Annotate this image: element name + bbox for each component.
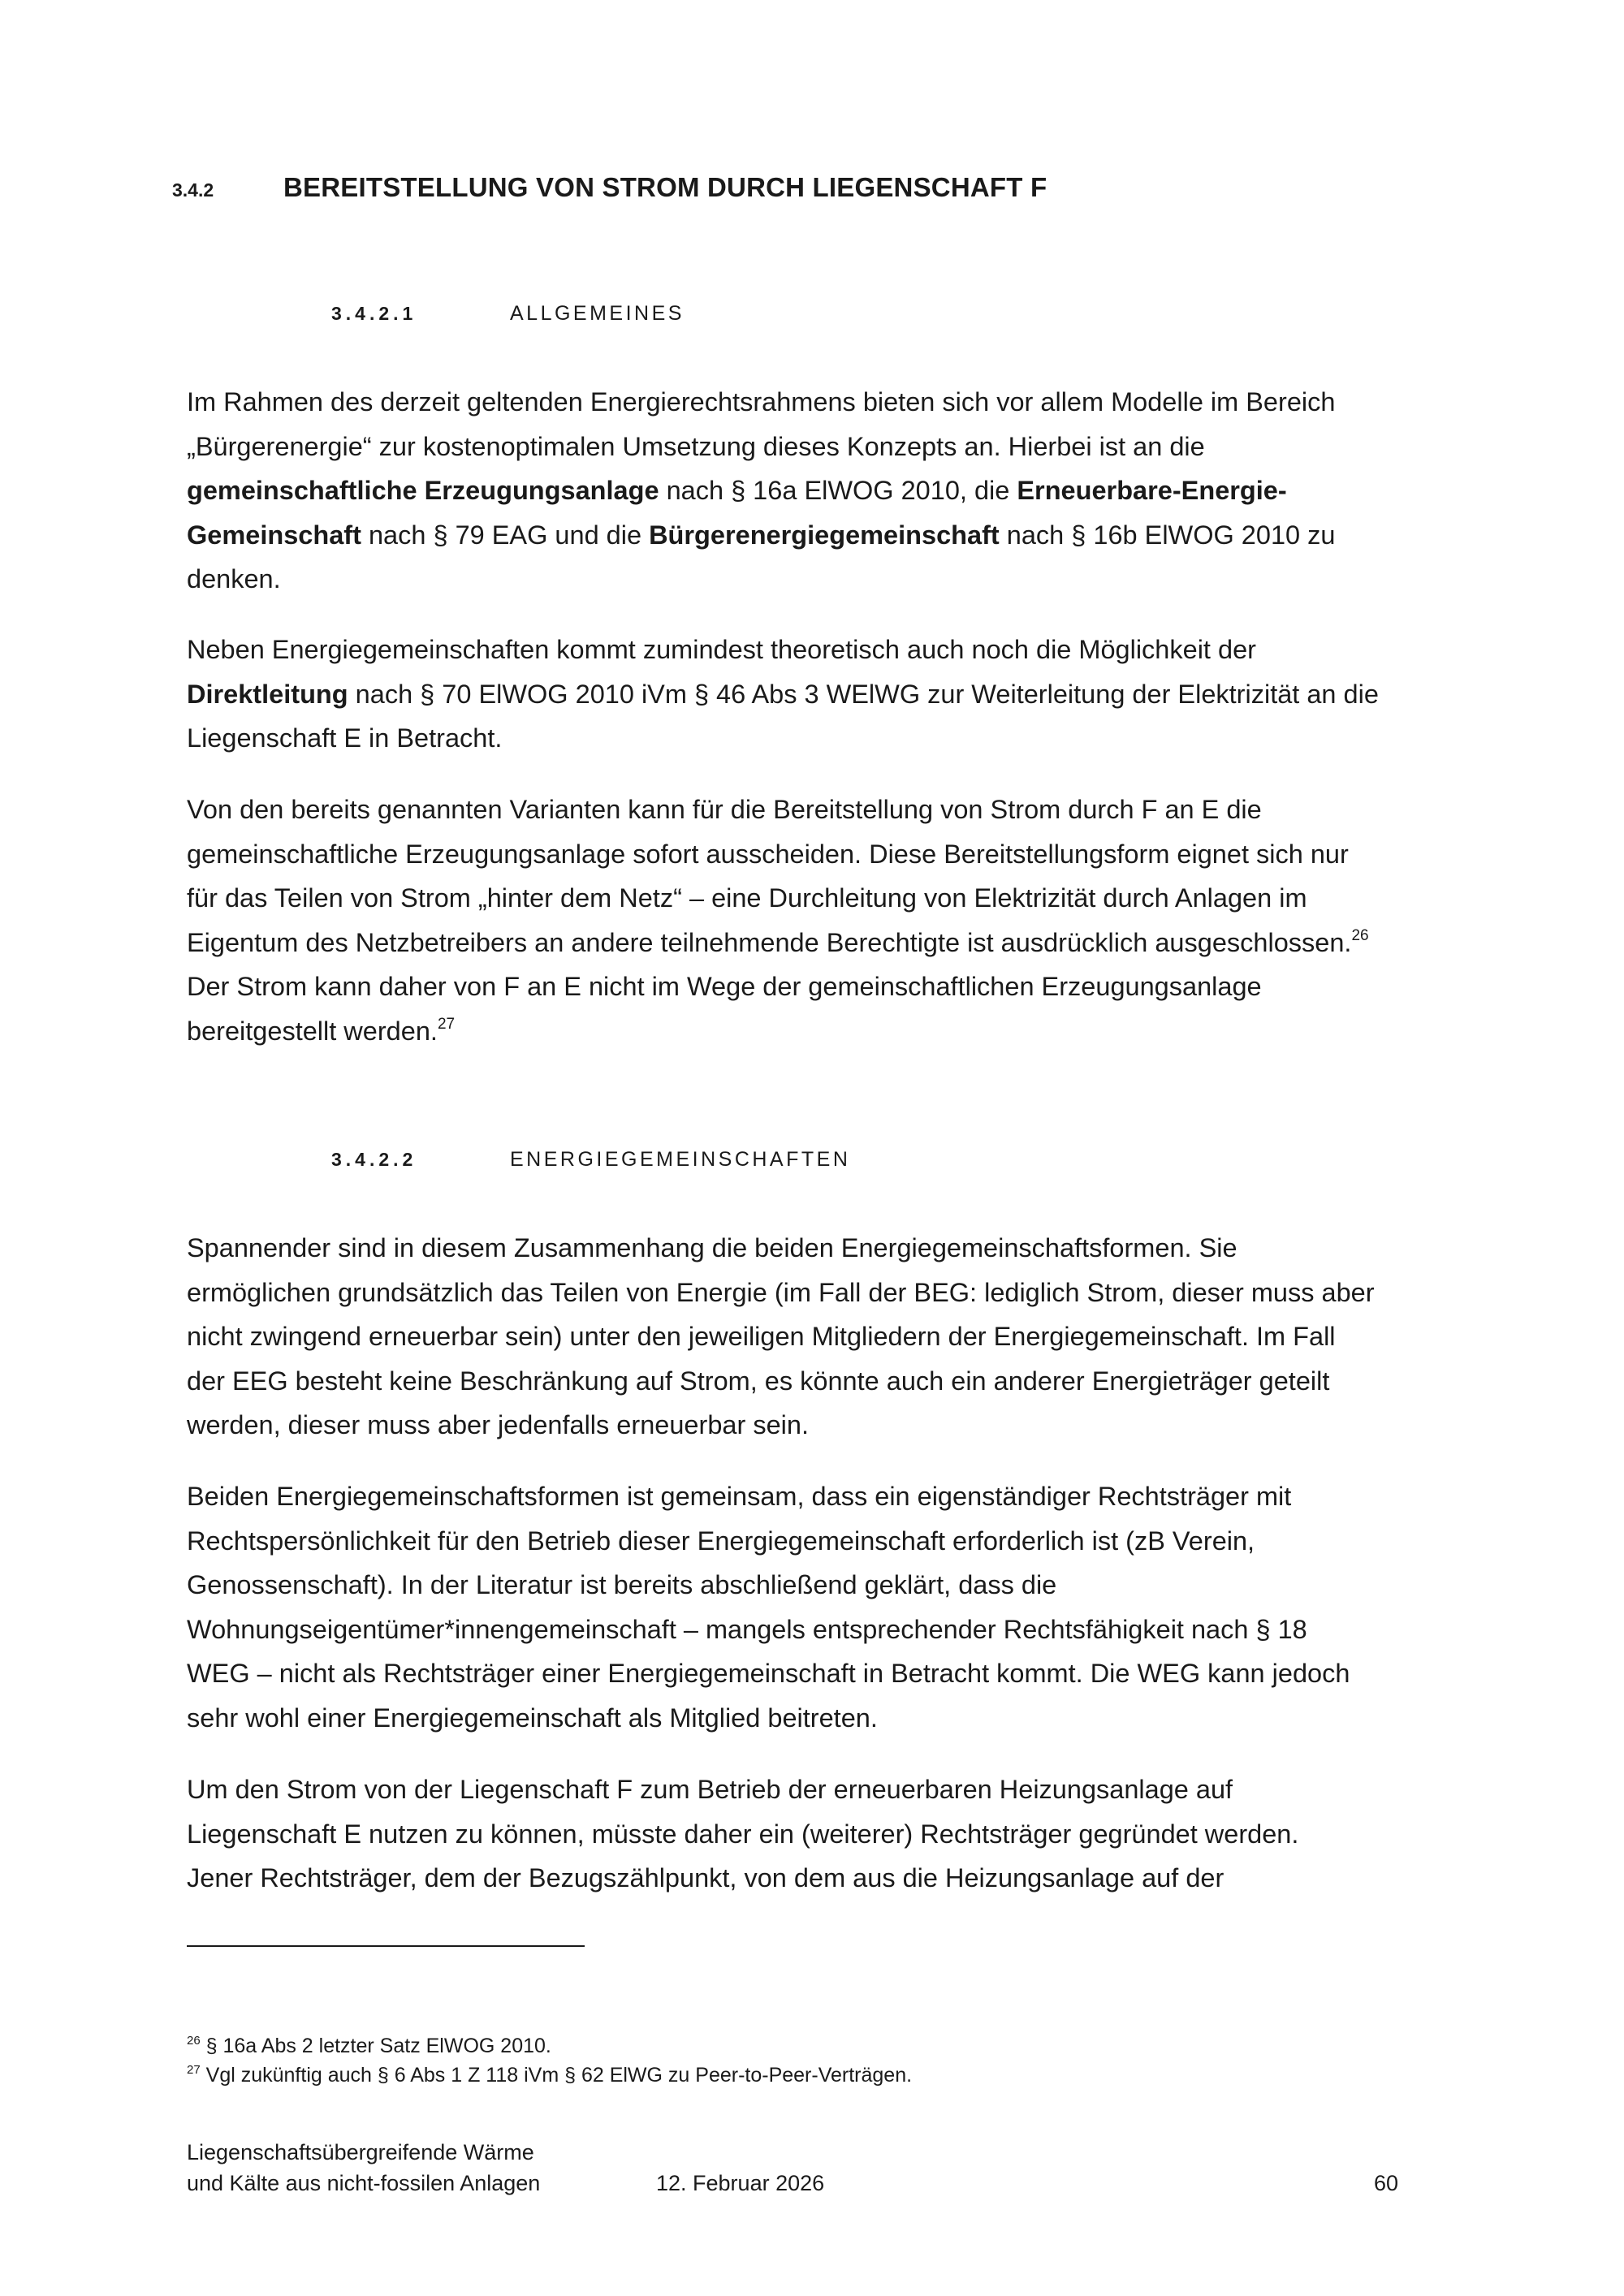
footnote-text: § 16a Abs 2 letzter Satz ElWOG 2010. (205, 2035, 551, 2057)
footnote-ref-27[interactable]: 27 (437, 1015, 456, 1033)
footnote-26 (187, 2033, 551, 2059)
footnote-text: Vgl zukünftig auch § 6 Abs 1 Z 118 iVm § 62 ElWG zu Peer-to-Peer-Verträgen. (205, 2064, 913, 2087)
footer-title-line-2: und Kälte aus nicht-fossilen Anlagen (187, 2171, 541, 2195)
paragraph-3: Von den bereits genannten Varianten kann für die Bereitstellung von Strom durch F an E die gemeinschaftliche Erzeugungsanlage sofort ausscheiden. Diese Bereitstellungsform eignet sich nur für das Teilen von Strom „hinter dem Netz“ – eine Durchleitung von Elektrizität durch Anlagen im Eigentum des Netzbetreibers an andere teilnehmende Berechtigte ist ausdrücklich ausgeschlossen.$^{26}$ Der Strom kann daher von F an E nicht im Wege der gemeinschaftlichen Erzeugungsanlage bereitgestellt werden.$^{27}$ (187, 795, 1369, 1046)
paragraph-6: Um den Strom von der Liegenschaft F zum Betrieb der erneuerbaren Heizungsanlage auf Liegenschaft E nutzen zu können, müsste daher ein (weiterer) Rechtsträger gegründet werden. Jener Rechtsträger, dem der Bezugszählpunkt, von dem aus die Heizungsanlage auf der (187, 1775, 1299, 1892)
subsection-heading-2 (331, 1148, 850, 1172)
paragraph-5: Beiden Energiegemeinschaftsformen ist gemeinsam, dass ein eigenständiger Rechtsträger mit Rechtspersönlichkeit für den Betrieb dieser Energiegemeinschaft erforderlich ist (zB Verein, Genossenschaft). In der Literatur ist bereits abschließend geklärt, dass die Wohnungseigentümer*innengemeinschaft – mangels entsprechender Rechtsfähigkeit nach § 18 WEG – nicht als Rechtsträger einer Energiegemeinschaft in Betracht kommt. Die WEG kann jedoch sehr wohl einer Energiegemeinschaft als Mitglied beitreten. (187, 1482, 1350, 1733)
section-title: BEREITSTELLUNG VON STROM DURCH LIEGENSCHAFT F (283, 172, 1047, 202)
footnote-separator (187, 1945, 585, 1947)
footnote-mark: 27 (187, 2062, 201, 2077)
footer-title-line-1: Liegenschaftsübergreifende Wärme (187, 2140, 534, 2164)
footer-date: 12. Februar 2026 (656, 2171, 825, 2195)
subsection-number: 3.4.2.1 (331, 303, 417, 324)
section-number: 3.4.2 (172, 179, 214, 201)
footnote-mark: 26 (187, 2033, 201, 2048)
subsection-heading-1 (331, 302, 685, 326)
subsection-title: ENERGIEGEMEINSCHAFTEN (510, 1148, 851, 1171)
footnote-ref-26[interactable]: 26 (1351, 926, 1369, 944)
subsection-title: ALLGEMEINES (510, 302, 685, 325)
footer-document-title (187, 2137, 540, 2199)
paragraph-4: Spannender sind in diesem Zusammenhang die beiden Energiegemeinschaftsformen. Sie ermöglichen grundsätzlich das Teilen von Energie (im Fall der BEG: lediglich Strom, dieser muss aber nicht zwingend erneuerbar sein) unter den jeweiligen Mitgliedern der Energiegemeinschaft. Im Fall der EEG besteht keine Beschränkung auf Strom, es könnte auch ein anderer Energieträger geteilt werden, dieser muss aber jedenfalls erneuerbar sein. (187, 1233, 1375, 1439)
footnote-27 (187, 2062, 912, 2088)
paragraph-1: Im Rahmen des derzeit geltenden Energierechtsrahmens bieten sich vor allem Modelle im Bereich „Bürgerenergie“ zur kostenoptimalen Umsetzung dieses Konzepts an. Hierbei ist an die gemeinschaftliche Erzeugungsanlage nach § 16a ElWOG 2010, die Erneuerbare-Energie- Gemeinschaft nach § 79 EAG und die Bürgerenergiegemeinschaft nach § 16b ElWOG 2010 zu denken. (187, 387, 1336, 593)
page-number: 60 (1374, 2171, 1399, 2195)
subsection-number: 3.4.2.2 (331, 1149, 417, 1170)
section-heading (172, 172, 1047, 203)
paragraph-2: Neben Energiegemeinschaften kommt zumindest theoretisch auch noch die Möglichkeit der Direktleitung nach § 70 ElWOG 2010 iVm § 46 Abs 3 WElWG zur Weiterleitung der Elektrizität an die Liegenschaft E in Betracht. (187, 635, 1379, 753)
